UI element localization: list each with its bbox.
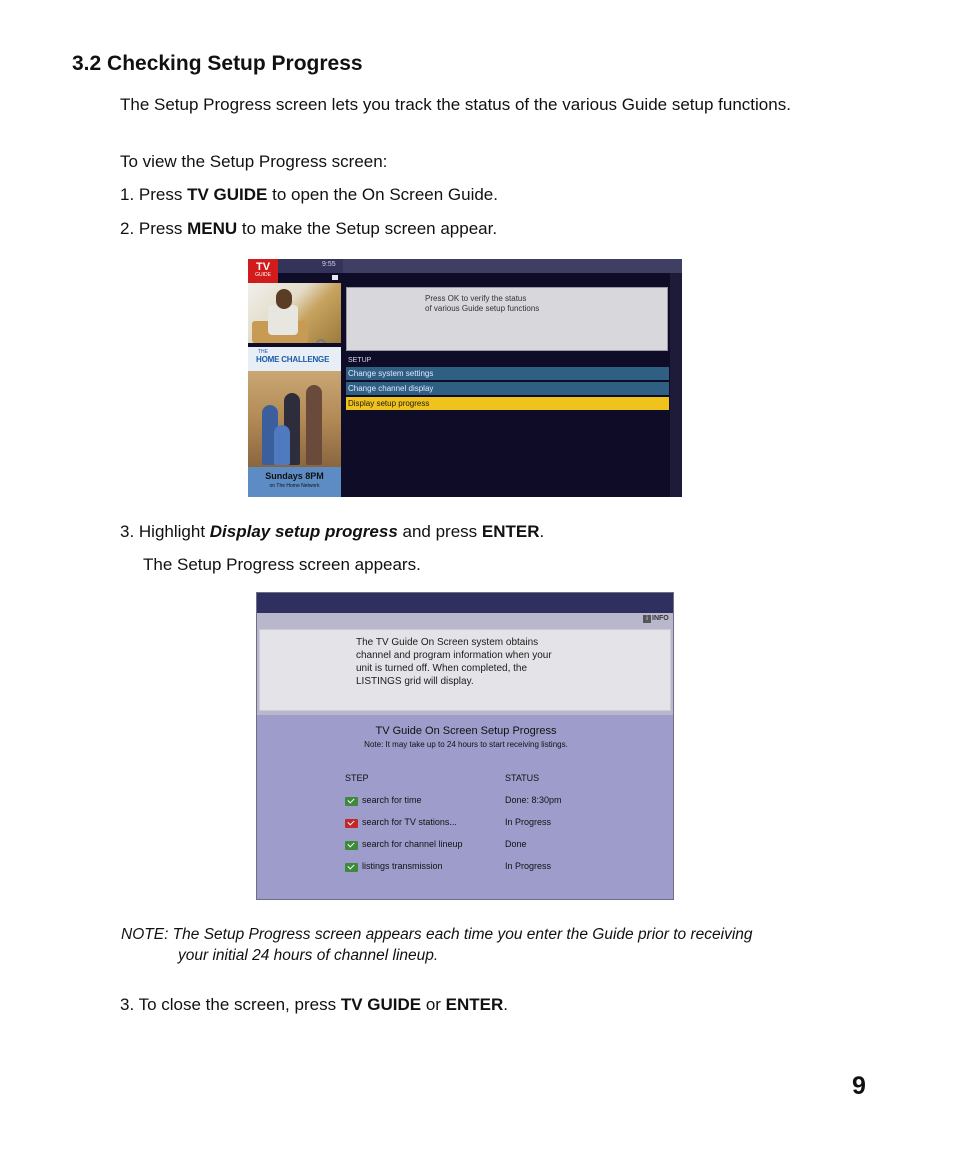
step-row-status: In Progress <box>505 817 552 827</box>
step-row-text: listings transmission <box>362 861 443 871</box>
clock: 9:55 <box>322 261 336 268</box>
ad-header <box>248 347 341 371</box>
message-box <box>346 287 668 351</box>
right-sidebar <box>670 273 682 497</box>
step-1: 1. Press TV GUIDE to open the On Screen Guide. <box>120 185 498 204</box>
ad-photo <box>248 371 341 467</box>
step-3: 3. Highlight Display setup progress and press ENTER. <box>120 522 545 541</box>
step-row-text: search for time <box>362 795 422 805</box>
setup-progress-screenshot <box>256 592 674 900</box>
setup-screen-screenshot <box>248 259 682 497</box>
top-bar <box>257 593 674 613</box>
note-paragraph: NOTE: The Setup Progress screen appears each time you enter the Guide prior to receiving your initial 24 hours of channel lineup. <box>121 926 753 964</box>
column-status: STATUS <box>505 773 540 783</box>
info-message-box <box>259 629 671 711</box>
section-heading: 3.2 Checking Setup Progress <box>72 52 363 75</box>
step-row-status: In Progress <box>505 861 552 871</box>
tv-guide-logo: TV GUIDE <box>248 259 278 283</box>
ad-day: Sundays 8PM <box>265 471 324 481</box>
intro-paragraph: The Setup Progress screen lets you track the status of the various Guide setup functions. <box>120 95 791 114</box>
message-text: Press OK to verify the status of various Guide setup functions <box>425 294 540 313</box>
ad-title: HOME CHALLENGE <box>256 355 330 364</box>
info-message-text: The TV Guide On Screen system obtains channel and program information when your unit is turned off. When completed, the LISTINGS grid will display. <box>356 637 552 687</box>
progress-title: TV Guide On Screen Setup Progress <box>375 725 557 737</box>
close-step: 3. To close the screen, press TV GUIDE or ENTER. <box>120 995 509 1014</box>
lock-icon <box>332 275 338 280</box>
step-row-text: search for TV stations... <box>362 817 457 827</box>
step-row-status: Done <box>505 839 527 849</box>
ad-network: on The Home Network <box>269 483 320 489</box>
menu-item-change-channel-display[interactable]: Change channel display <box>346 382 669 395</box>
page-number: 9 <box>852 1072 866 1100</box>
setup-label: SETUP <box>348 357 372 364</box>
ad-the: THE <box>258 349 268 355</box>
check-done-icon <box>345 863 358 872</box>
ad-footer <box>248 467 341 497</box>
step-row-text: search for channel lineup <box>362 839 463 849</box>
to-view-text: To view the Setup Progress screen: <box>120 152 388 171</box>
info-indicator: i INFO <box>643 615 669 623</box>
appears-text: The Setup Progress screen appears. <box>143 555 421 574</box>
ad-panel <box>248 347 341 497</box>
check-done-icon <box>345 797 358 806</box>
info-icon: i <box>643 615 651 623</box>
in-progress-icon <box>345 819 358 828</box>
check-done-icon <box>345 841 358 850</box>
top-bar-right <box>343 259 682 273</box>
menu-item-display-setup-progress[interactable]: Display setup progress <box>346 397 669 410</box>
progress-note: Note: It may take up to 24 hours to start receiving listings. <box>364 740 568 749</box>
step-2: 2. Press MENU to make the Setup screen appear. <box>120 219 498 238</box>
promo-photo <box>248 283 341 343</box>
menu-item-change-system-settings[interactable]: Change system settings <box>346 367 669 380</box>
progress-panel <box>257 715 674 900</box>
device-icon <box>316 339 326 343</box>
step-row-status: Done: 8:30pm <box>505 795 562 805</box>
column-step: STEP <box>345 773 369 783</box>
